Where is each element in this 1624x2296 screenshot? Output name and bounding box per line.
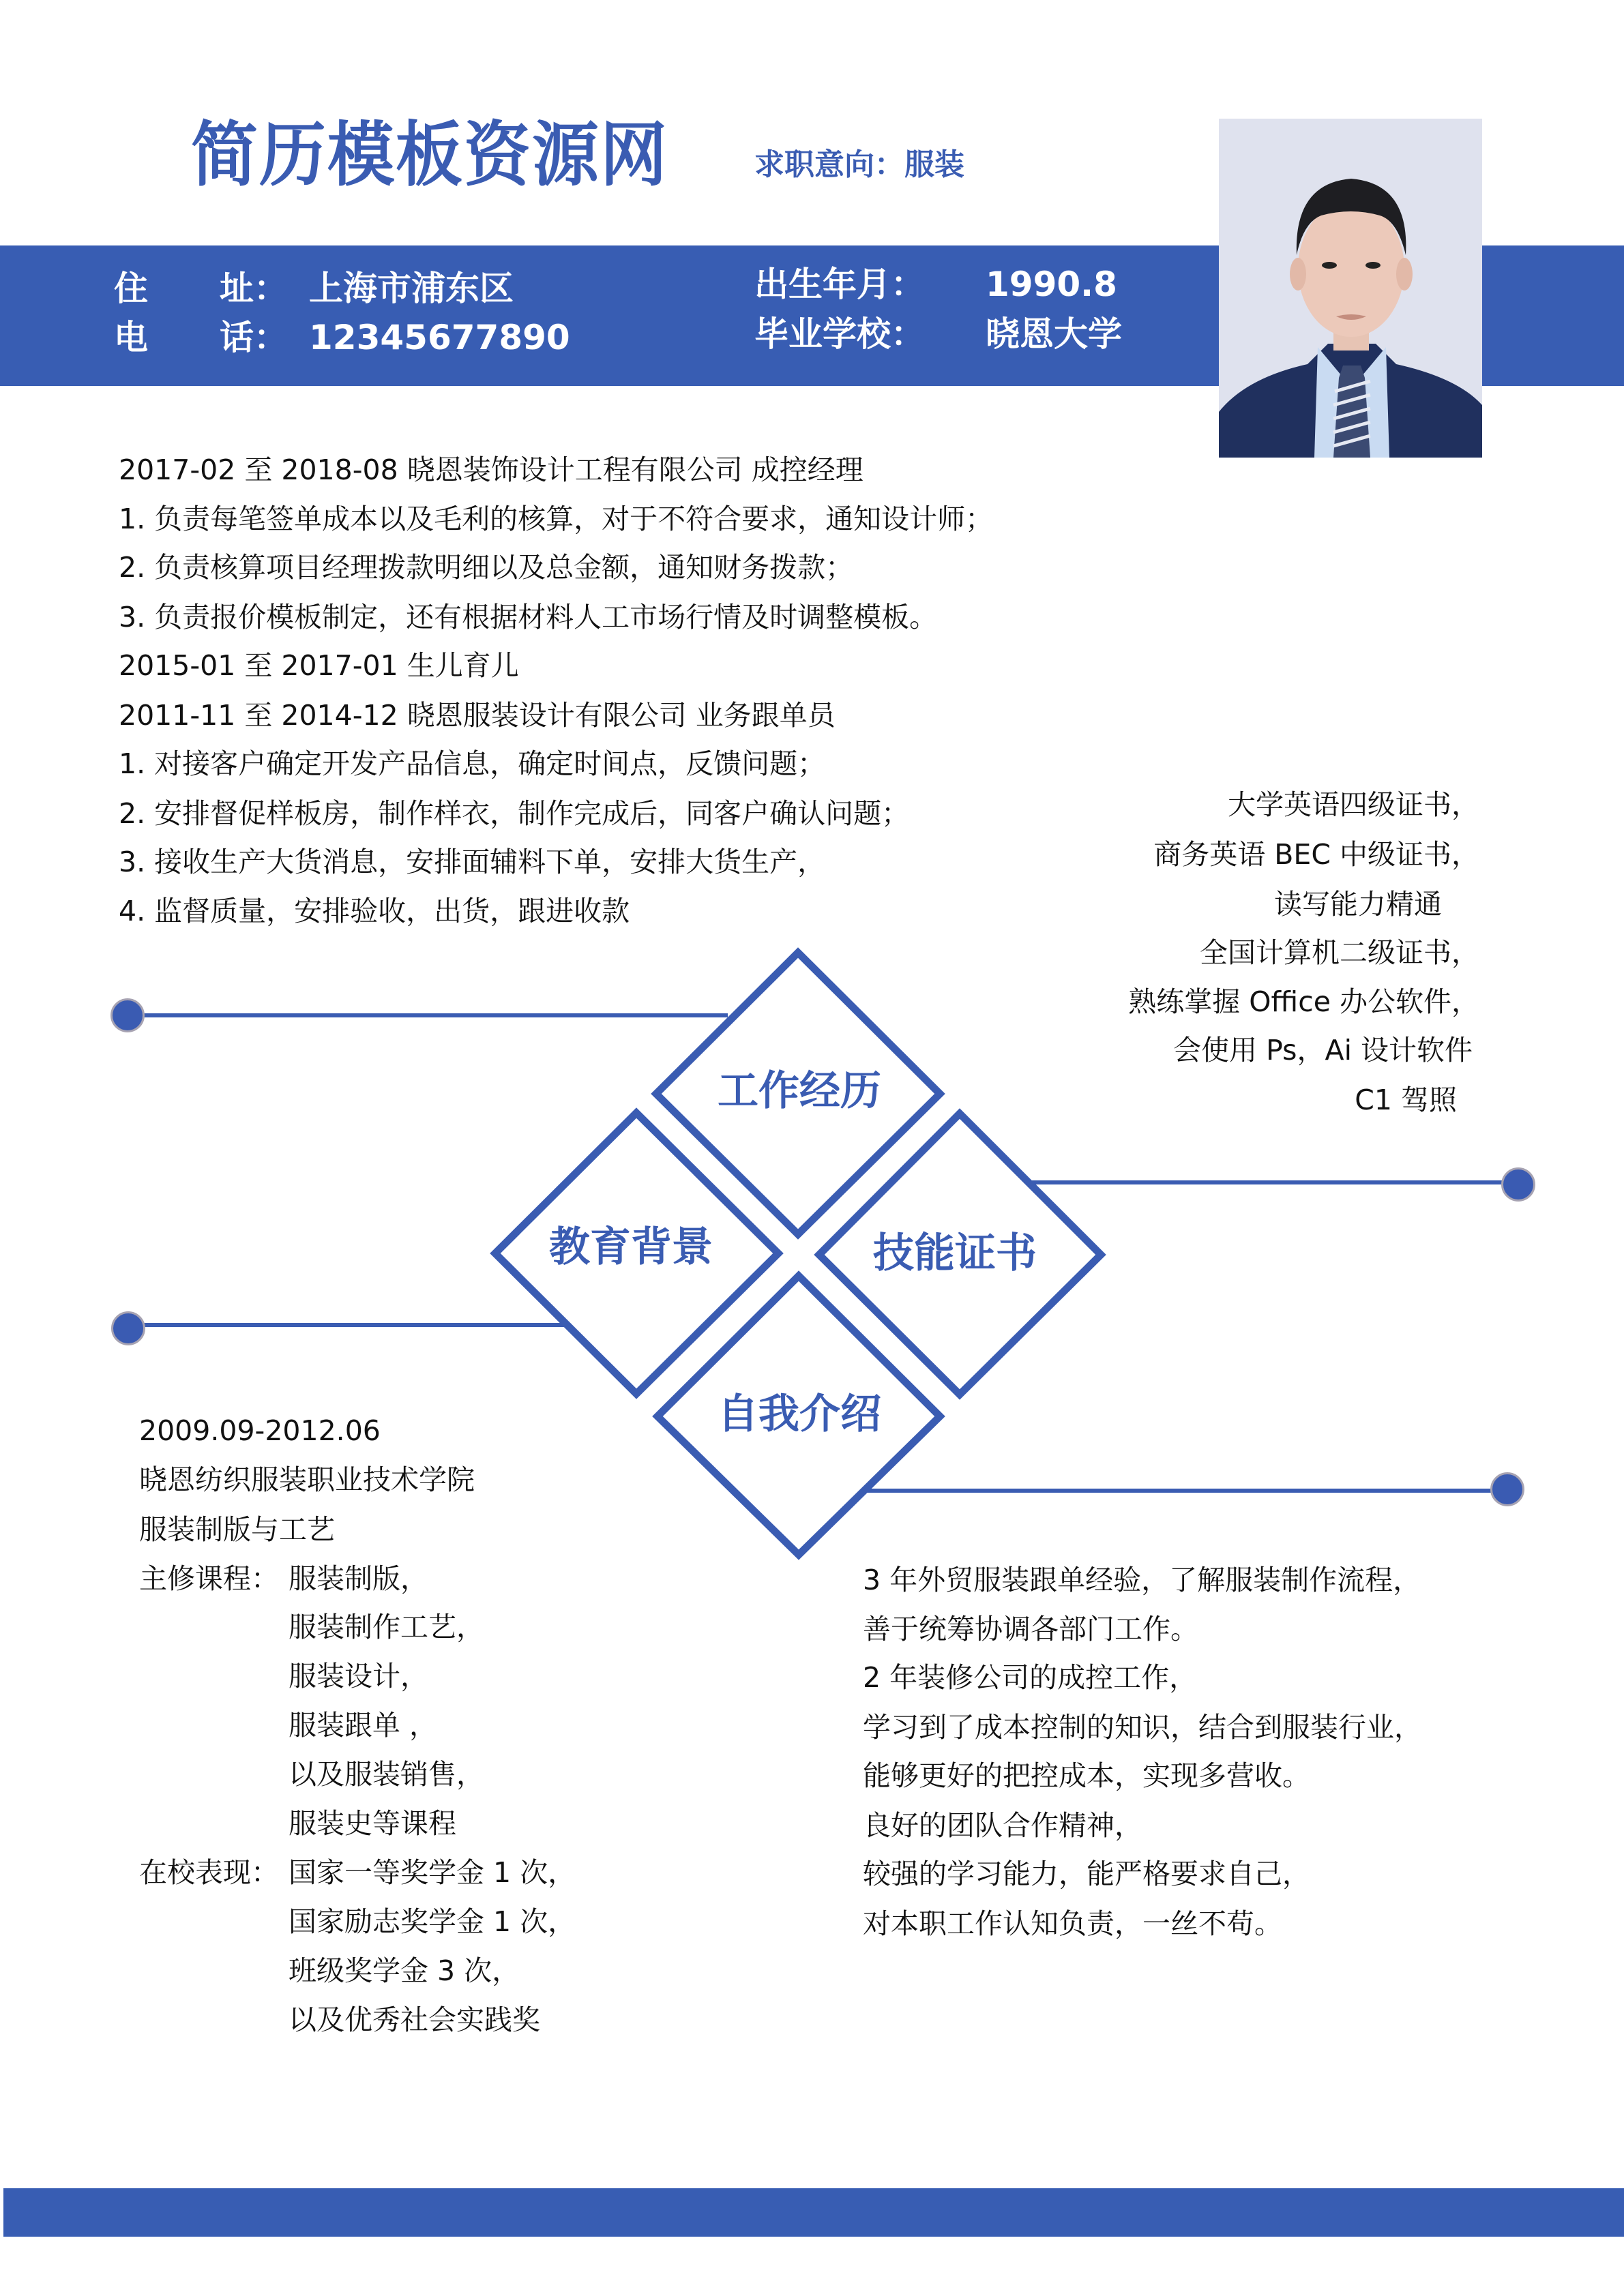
school-label: 毕业学校： xyxy=(754,314,925,354)
awards-label: 在校表现： xyxy=(139,1856,279,1889)
course-item: 服装制版， xyxy=(289,1562,428,1595)
skill-line-4: 熟练掌握 Office 办公软件， xyxy=(1128,985,1479,1018)
skill-line-2: 读写能力精通 xyxy=(1274,888,1442,921)
self-intro-line-6: 较强的学习能力，能严格要求自己， xyxy=(863,1858,1310,1890)
resume-title: 简历模板资源网 xyxy=(191,114,669,196)
skill-line-5: 会使用 Ps，Ai 设计软件 xyxy=(1173,1034,1473,1067)
award-item: 以及优秀社会实践奖 xyxy=(289,2003,540,2036)
course-item: 服装设计， xyxy=(289,1660,428,1693)
birth-value: 1990.8 xyxy=(986,265,1117,304)
courses-label: 主修课程： xyxy=(139,1562,279,1595)
self-intro-line-4: 能够更好的把控成本，实现多营收。 xyxy=(863,1759,1310,1792)
award-item: 国家励志奖学金 1 次， xyxy=(289,1905,576,1938)
birth-label: 出生年月： xyxy=(754,265,925,304)
address-label-2: 址： xyxy=(220,269,288,308)
school-value: 晓恩大学 xyxy=(986,314,1122,354)
address-value: 上海市浦东区 xyxy=(309,269,514,308)
self-intro-line-7: 对本职工作认知负责，一丝不苟。 xyxy=(863,1907,1282,1940)
work-line-9: 4. 监督质量，安排验收，出货，跟进收款 xyxy=(119,895,630,927)
work-line-0: 2017-02 至 2018-08 晓恩装饰设计工程有限公司 成控经理 xyxy=(119,453,863,486)
work-line-7: 2. 安排督促样板房，制作样衣，制作完成后，同客户确认问题； xyxy=(119,797,910,830)
section-title-skills: 技能证书 xyxy=(873,1229,1037,1277)
course-item: 服装跟单 ， xyxy=(289,1709,438,1742)
work-line-8: 3. 接收生产大货消息，安排面辅料下单，安排大货生产， xyxy=(119,846,826,878)
work-line-4: 2015-01 至 2017-01 生儿育儿 xyxy=(119,649,519,682)
education-major: 服装制版与工艺 xyxy=(139,1513,335,1546)
work-line-5: 2011-11 至 2014-12 晓恩服装设计有限公司 业务跟单员 xyxy=(119,699,836,732)
section-title-work: 工作经历 xyxy=(718,1067,881,1115)
course-item: 服装史等课程 xyxy=(289,1807,456,1840)
skill-line-0: 大学英语四级证书， xyxy=(1228,788,1479,821)
self-intro-line-1: 善于统筹协调各部门工作。 xyxy=(863,1613,1198,1645)
section-title-education: 教育背景 xyxy=(549,1223,713,1271)
course-item: 服装制作工艺， xyxy=(289,1611,484,1643)
address-label-1: 住 xyxy=(114,269,148,308)
skill-line-1: 商务英语 BEC 中级证书， xyxy=(1153,838,1479,871)
skill-line-6: C1 驾照 xyxy=(1355,1084,1457,1116)
self-intro-line-0: 3 年外贸服装跟单经验，了解服装制作流程， xyxy=(863,1564,1421,1596)
skill-line-3: 全国计算机二级证书， xyxy=(1200,936,1479,969)
award-item: 班级奖学金 3 次， xyxy=(289,1954,520,1987)
work-line-6: 1. 对接客户确定开发产品信息，确定时间点，反馈问题； xyxy=(119,747,826,780)
section-title-self-intro: 自我介绍 xyxy=(718,1390,881,1438)
course-item: 以及服装销售， xyxy=(289,1758,484,1791)
education-period: 2009.09-2012.06 xyxy=(139,1414,381,1447)
phone-value: 12345677890 xyxy=(309,318,570,357)
footer-bar xyxy=(3,2188,1624,2237)
self-intro-line-5: 良好的团队合作精神， xyxy=(863,1809,1142,1842)
award-item: 国家一等奖学金 1 次， xyxy=(289,1856,576,1889)
self-intro-line-2: 2 年装修公司的成控工作， xyxy=(863,1661,1198,1694)
job-intent: 求职意向：服装 xyxy=(754,147,964,182)
phone-label-2: 话： xyxy=(220,318,288,357)
work-line-3: 3. 负责报价模板制定，还有根据材料人工市场行情及时调整模板。 xyxy=(119,601,938,633)
work-line-1: 1. 负责每笔签单成本以及毛利的核算，对于不符合要求，通知设计师； xyxy=(119,503,994,535)
work-line-2: 2. 负责核算项目经理拨款明细以及总金额，通知财务拨款； xyxy=(119,551,854,584)
education-school: 晓恩纺织服装职业技术学院 xyxy=(139,1463,475,1496)
self-intro-line-3: 学习到了成本控制的知识，结合到服装行业， xyxy=(863,1711,1422,1744)
phone-label-1: 电 xyxy=(114,318,148,357)
